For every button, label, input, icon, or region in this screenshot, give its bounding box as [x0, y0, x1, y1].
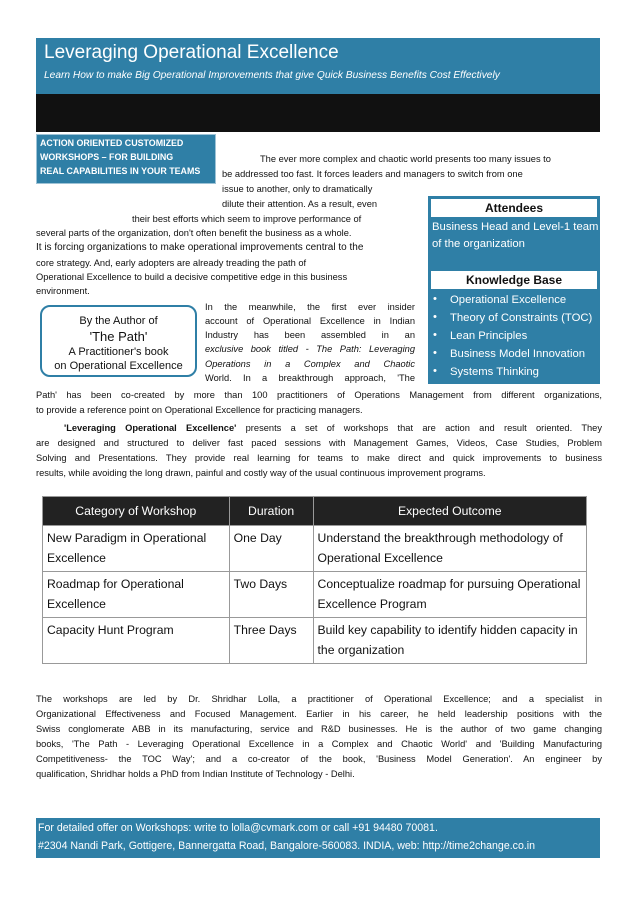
knowledge-item: Business Model Innovation: [450, 348, 586, 360]
path-line: to provide a reference point on Operational Excellence for practicing managers.: [36, 405, 363, 415]
table-row: [43, 526, 587, 572]
bio-line: The workshops are led by Dr. Shridhar Lolla, a practitioner of Operational Excellence; and a specialist in: [36, 694, 602, 704]
page-title: Leveraging Operational Excellence: [44, 42, 339, 63]
promo-line: REAL CAPABILITIES IN YOUR TEAMS: [40, 166, 201, 176]
intro-line: their best efforts which seem to improve performance of: [132, 214, 362, 224]
attendees-heading: Attendees: [431, 199, 597, 217]
footer-address: #2304 Nandi Park, Gottigere, Bannergatta Road, Bangalore-560083. INDIA, web: http://time2change.co.in: [38, 840, 536, 852]
category-cell: Roadmap for Operational Excellence: [43, 572, 230, 618]
outcome-cell: Build key capability to identify hidden capacity in the organization: [313, 618, 586, 664]
workshop-lead: 'Leveraging Operational Excellence': [64, 423, 237, 433]
path-line: account of Operational Excellence in Indian: [205, 316, 415, 326]
path-line: Operations in a Complex and Chaotic: [205, 359, 415, 369]
intro-line: core strategy. And, early adopters are already treading the path of: [36, 258, 307, 268]
intro-line: It is forcing organizations to make operational improvements central to the: [36, 242, 364, 253]
attendees-line: Business Head and Level-1 team: [432, 221, 599, 233]
path-line: In the meanwhile, the first ever insider: [205, 302, 415, 312]
knowledge-item: Lean Principles: [450, 330, 528, 342]
intro-line: be addressed too fast. It forces leaders and managers to switch from one: [222, 169, 523, 179]
knowledge-item: Theory of Constraints (TOC): [450, 312, 593, 324]
duration-cell: Two Days: [229, 572, 313, 618]
bullet-icon: •: [433, 293, 437, 305]
bullet-icon: •: [433, 347, 437, 359]
bio-line: Swiss conglomerate ABB in its manufacturing, service and R&D businesses. He is the author of two game changing: [36, 724, 602, 734]
author-line: By the Author of: [79, 315, 158, 327]
promo-line: ACTION ORIENTED CUSTOMIZED: [40, 138, 184, 148]
intro-line: issue to another, only to dramatically: [222, 184, 373, 194]
bio-line: qualification, Shridhar holds a PhD from Indian Institute of Technology - Delhi.: [36, 769, 355, 779]
path-line: Industry has been assembled in an: [205, 330, 415, 340]
table-row: [43, 618, 587, 664]
category-cell: New Paradigm in Operational Excellence: [43, 526, 230, 572]
outcome-cell: Conceptualize roadmap for pursuing Operational Excellence Program: [313, 572, 586, 618]
knowledge-item: Systems Thinking: [450, 366, 539, 378]
bullet-icon: •: [433, 329, 437, 341]
workshop-line: [64, 421, 602, 435]
column-header: Category of Workshop: [43, 497, 230, 526]
intro-line: environment.: [36, 286, 90, 296]
workshop-table: [42, 496, 587, 664]
intro-line: several parts of the organization, don't often benefit the business as a whole.: [36, 228, 352, 238]
category-cell: Capacity Hunt Program: [43, 618, 230, 664]
author-line: on Operational Excellence: [54, 360, 183, 372]
book-title: 'The Path': [89, 329, 148, 344]
header-dark-bar: [36, 94, 600, 132]
promo-line: WORKSHOPS – FOR BUILDING: [40, 152, 174, 162]
knowledge-item: Operational Excellence: [450, 294, 567, 306]
knowledge-heading: Knowledge Base: [431, 271, 597, 289]
path-line: World. In a breakthrough approach, 'The: [205, 373, 415, 383]
bio-line: books, 'The Path - Leveraging Operational Excellence in a Complex and Chaotic World' and 'Building Manufacturing: [36, 739, 602, 749]
intro-line: dilute their attention. As a result, even: [222, 199, 378, 209]
workshop-line-rest: presents a set of workshops that are action and result oriented. They: [236, 423, 602, 433]
intro-line: Operational Excellence to build a decisive competitive edge in this business: [36, 272, 348, 282]
path-line: exclusive book titled - The Path: Leveraging: [205, 344, 415, 354]
workshop-line: Solving and Presentations. They provide real learning for teams to make direct and quick improvements to business: [36, 453, 602, 463]
author-box: [40, 305, 197, 377]
footer-contact: For detailed offer on Workshops: write to lolla@cvmark.com or call +91 94480 70081.: [38, 822, 438, 834]
intro-line: The ever more complex and chaotic world presents too many issues to: [260, 154, 551, 164]
bio-line: Organizational Effectiveness and Focused Management. Earlier in his career, he held leadership positions with the: [36, 709, 602, 719]
page-subtitle: Learn How to make Big Operational Improvements that give Quick Business Benefits Cost Effectively: [44, 70, 500, 81]
workshop-line: results, while avoiding the long drawn, painful and costly way of the usual continuous improvement programs.: [36, 468, 486, 478]
author-line: A Practitioner's book: [68, 346, 169, 358]
bio-line: Competitiveness- the TOC Way'; and a co-creator of the book, 'Business Model Generation'. An engineer by: [36, 754, 602, 764]
column-header: Duration: [229, 497, 313, 526]
duration-cell: One Day: [229, 526, 313, 572]
bullet-icon: •: [433, 311, 437, 323]
table-row: [43, 572, 587, 618]
attendees-line: of the organization: [432, 238, 525, 250]
table-header-row: [43, 497, 587, 526]
path-line: Path' has been co-created by more than 100 practitioners of Operations Management from different organizations,: [36, 390, 602, 400]
column-header: Expected Outcome: [313, 497, 586, 526]
duration-cell: Three Days: [229, 618, 313, 664]
bullet-icon: •: [433, 365, 437, 377]
workshop-line: are designed and structured to deliver fast paced sessions with Management Games, Videos, Case Studies, Problem: [36, 438, 602, 448]
outcome-cell: Understand the breakthrough methodology of Operational Excellence: [313, 526, 586, 572]
